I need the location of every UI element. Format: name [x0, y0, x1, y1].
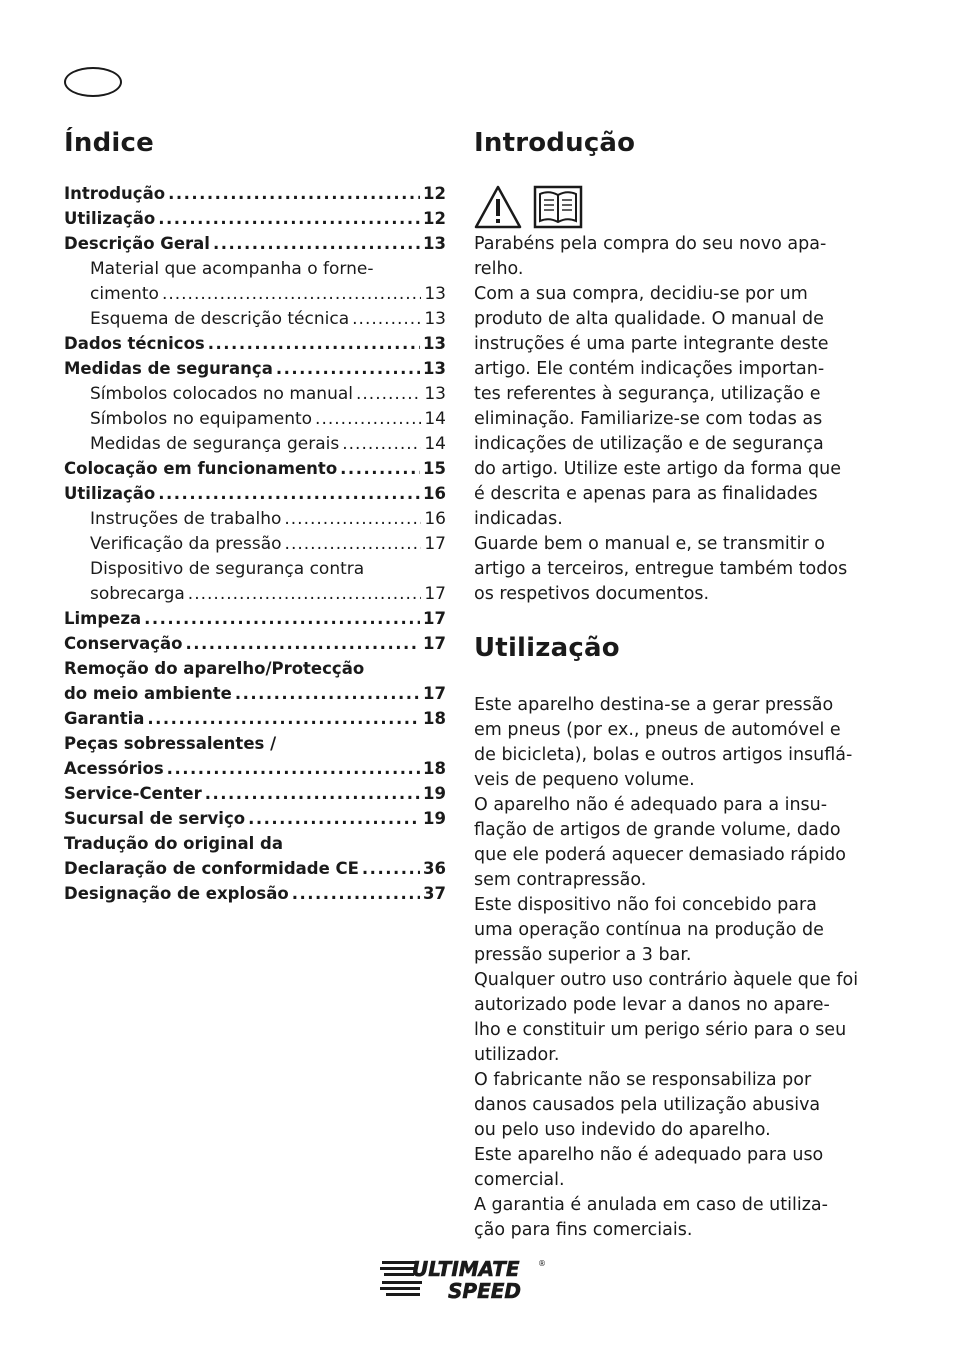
- toc-entry-page: 19: [423, 809, 446, 828]
- toc-entry-text: Símbolos colocados no manual: [90, 384, 353, 404]
- toc-entry-page: 17: [423, 609, 446, 628]
- toc-entry: [64, 409, 446, 434]
- toc-entry-text: Verificação da pressão: [90, 534, 282, 554]
- toc-entry-text: Remoção do aparelho/Protecção: [64, 659, 365, 678]
- index-column: [64, 124, 446, 909]
- toc-entry: [64, 884, 446, 909]
- logo-registered-mark: ®: [538, 1259, 546, 1268]
- toc-entry-text: Instruções de trabalho: [90, 509, 282, 529]
- toc-entry: [64, 309, 446, 334]
- text-line: uma operação contínua na produção de: [474, 920, 824, 940]
- logo-line1: ULTIMATE: [412, 1257, 520, 1281]
- toc-leader-dots: [340, 459, 420, 478]
- text-line: Este aparelho destina-se a gerar pressão: [474, 695, 834, 715]
- toc-entry: [64, 584, 446, 609]
- toc-entry-page: 13: [424, 284, 446, 304]
- introduction-text: [474, 232, 874, 607]
- toc-entry-page: 15: [423, 459, 446, 478]
- toc-leader-dots: [167, 759, 420, 778]
- toc-leader-dots: [362, 859, 420, 878]
- text-line: que ele poderá aquecer demasiado rápido: [474, 845, 846, 865]
- text-line: ção para fins comerciais.: [474, 1220, 693, 1240]
- text-line: sem contrapressão.: [474, 870, 647, 890]
- toc-entry: [64, 384, 446, 409]
- text-line: Com a sua compra, decidiu-se por um: [474, 284, 808, 304]
- toc-entry-text: Símbolos no equipamento: [90, 409, 313, 429]
- toc-entry: [64, 859, 446, 884]
- toc-entry-page: 36: [423, 859, 446, 878]
- text-line: ou pelo uso indevido do aparelho.: [474, 1120, 771, 1140]
- text-line: indicações de utilização e de segurança: [474, 434, 824, 454]
- toc-leader-dots: [352, 309, 421, 329]
- usage-text: [474, 693, 874, 1243]
- toc-leader-dots: [315, 409, 421, 429]
- text-line: A garantia é anulada em caso de utiliza-: [474, 1195, 828, 1215]
- toc-entry: [64, 784, 446, 809]
- toc-leader-dots: [144, 609, 420, 628]
- toc-entry-page: 37: [423, 884, 446, 903]
- toc-entry: [64, 634, 446, 659]
- toc-entry-page: 13: [423, 334, 446, 353]
- toc-entry-text: cimento: [90, 284, 159, 304]
- text-line: produto de alta qualidade. O manual de: [474, 309, 824, 329]
- toc-entry-text: Acessórios: [64, 759, 164, 778]
- text-line: os respetivos documentos.: [474, 584, 710, 604]
- toc-entry-text: Esquema de descrição técnica: [90, 309, 350, 329]
- toc-leader-dots: [158, 484, 420, 503]
- toc-entry-text: Medidas de segurança: [64, 359, 273, 378]
- toc-leader-dots: [208, 334, 420, 353]
- toc-leader-dots: [248, 809, 420, 828]
- toc-leader-dots: [356, 384, 421, 404]
- text-line: danos causados pela utilização abusiva: [474, 1095, 821, 1115]
- toc-entry-text: Dados técnicos: [64, 334, 205, 353]
- intro-symbols: [474, 184, 874, 230]
- toc-entry: [64, 759, 446, 784]
- language-badge: [64, 67, 122, 97]
- text-line: Parabéns pela compra do seu novo apa-: [474, 234, 827, 254]
- toc-entry-text: sobrecarga: [90, 584, 185, 604]
- open-book-icon: [532, 184, 584, 230]
- toc-entry-page: 13: [424, 309, 446, 329]
- toc-entry-text: Peças sobressalentes /: [64, 734, 277, 753]
- usage-title: Utilização: [474, 633, 620, 663]
- toc-entry: [64, 509, 446, 534]
- text-line: utilizador.: [474, 1045, 560, 1065]
- toc-entry-text: Declaração de conformidade CE: [64, 859, 359, 878]
- text-line: do artigo. Utilize este artigo da forma que: [474, 459, 841, 479]
- toc-entry: [64, 284, 446, 309]
- text-line: Este dispositivo não foi concebido para: [474, 895, 817, 915]
- toc-entry: [64, 359, 446, 384]
- toc-leader-dots: [188, 584, 422, 604]
- text-line: é descrita e apenas para as finalidades: [474, 484, 818, 504]
- toc-leader-dots: [292, 884, 420, 903]
- toc-entry-text: Colocação em funcionamento: [64, 459, 338, 478]
- toc-entry-text: Descrição Geral: [64, 234, 210, 253]
- toc-entry-text: Utilização: [64, 484, 156, 503]
- text-line: eliminação. Familiarize-se com todas as: [474, 409, 823, 429]
- text-line: de bicicleta), bolas e outros artigos insuflá-: [474, 745, 853, 765]
- toc-leader-dots: [185, 634, 420, 653]
- text-line: comercial.: [474, 1170, 565, 1190]
- text-line: lho e constituir um perigo sério para o seu: [474, 1020, 847, 1040]
- logo-line2: SPEED: [448, 1279, 521, 1303]
- toc-leader-dots: [162, 284, 421, 304]
- toc-entry-page: 12: [423, 209, 446, 228]
- toc-leader-dots: [213, 234, 420, 253]
- toc-entry: [64, 334, 446, 359]
- text-line: O aparelho não é adequado para a insu-: [474, 795, 828, 815]
- text-line: Este aparelho não é adequado para uso: [474, 1145, 824, 1165]
- toc-entry-text: Garantia: [64, 709, 145, 728]
- toc-entry: [64, 209, 446, 234]
- toc-entry-text: Sucursal de serviço: [64, 809, 246, 828]
- toc-leader-dots: [147, 709, 420, 728]
- toc-entry: [64, 184, 446, 209]
- warning-triangle-icon: [474, 184, 522, 230]
- toc-entry-page: 17: [424, 534, 446, 554]
- brand-logo: [380, 1252, 550, 1308]
- toc-entry-text: Tradução do original da: [64, 834, 283, 853]
- toc-entry: [64, 809, 446, 834]
- toc-entry: [64, 484, 446, 509]
- toc-entry: [64, 709, 446, 734]
- toc-entry-page: 17: [424, 584, 446, 604]
- text-line: veis de pequeno volume.: [474, 770, 695, 790]
- text-line: em pneus (por ex., pneus de automóvel e: [474, 720, 841, 740]
- toc-entry: [64, 684, 446, 709]
- toc-entry-page: 14: [424, 409, 446, 429]
- toc-entry-page: 18: [423, 709, 446, 728]
- text-line: autorizado pode levar a danos no apare-: [474, 995, 830, 1015]
- text-line: tes referentes à segurança, utilização e: [474, 384, 821, 404]
- toc-entry-text: Dispositivo de segurança contra: [90, 559, 365, 579]
- toc-entry-text: Utilização: [64, 209, 156, 228]
- toc-leader-dots: [168, 184, 420, 203]
- toc-leader-dots: [276, 359, 420, 378]
- toc-entry-page: 19: [423, 784, 446, 803]
- text-line: instruções é uma parte integrante deste: [474, 334, 829, 354]
- toc-leader-dots: [235, 684, 420, 703]
- text-line: artigo a terceiros, entregue também todos: [474, 559, 848, 579]
- toc-entry-text: Introdução: [64, 184, 166, 203]
- text-line: artigo. Ele contém indicações importan-: [474, 359, 825, 379]
- toc-entry-page: 16: [423, 484, 446, 503]
- index-title: Índice: [64, 128, 154, 158]
- toc-entry-text: Service-Center: [64, 784, 202, 803]
- toc-entry-page: 18: [423, 759, 446, 778]
- toc-entry-text: Designação de explosão: [64, 884, 289, 903]
- toc-leader-dots: [285, 534, 422, 554]
- text-line: flação de artigos de grande volume, dado: [474, 820, 841, 840]
- table-of-contents: [64, 184, 446, 909]
- text-line: Qualquer outro uso contrário àquele que foi: [474, 970, 859, 990]
- toc-entry-text: Conservação: [64, 634, 183, 653]
- content-column: [474, 124, 874, 1243]
- toc-entry-page: 17: [423, 684, 446, 703]
- toc-leader-dots: [205, 784, 420, 803]
- toc-leader-dots: [342, 434, 421, 454]
- toc-entry-page: 13: [423, 359, 446, 378]
- toc-entry-page: 13: [424, 384, 446, 404]
- introduction-title: Introdução: [474, 128, 636, 158]
- toc-entry: [64, 609, 446, 634]
- text-line: O fabricante não se responsabiliza por: [474, 1070, 812, 1090]
- text-line: indicadas.: [474, 509, 563, 529]
- toc-entry-page: 17: [423, 634, 446, 653]
- toc-entry-page: 13: [423, 234, 446, 253]
- toc-entry: [64, 534, 446, 559]
- toc-entry-text: do meio ambiente: [64, 684, 232, 703]
- toc-leader-dots: [284, 509, 421, 529]
- toc-entry-text: Medidas de segurança gerais: [90, 434, 340, 454]
- toc-entry-page: 16: [424, 509, 446, 529]
- toc-leader-dots: [158, 209, 420, 228]
- toc-entry: [64, 459, 446, 484]
- toc-entry: [64, 434, 446, 459]
- toc-entry-text: Material que acompanha o forne-: [90, 259, 374, 279]
- text-line: pressão superior a 3 bar.: [474, 945, 692, 965]
- toc-entry-page: 12: [423, 184, 446, 203]
- toc-entry-text: Limpeza: [64, 609, 142, 628]
- text-line: Guarde bem o manual e, se transmitir o: [474, 534, 825, 554]
- toc-entry: [64, 234, 446, 259]
- toc-entry-page: 14: [424, 434, 446, 454]
- text-line: relho.: [474, 259, 524, 279]
